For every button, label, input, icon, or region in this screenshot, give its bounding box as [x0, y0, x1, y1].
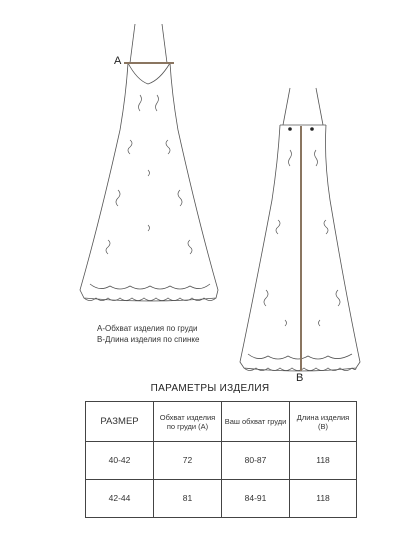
table-row: [86, 480, 357, 518]
cell-length: 118: [290, 442, 357, 480]
marker-a: A: [114, 55, 122, 67]
legend-line-b: B-Длина изделия по спинке: [97, 335, 200, 344]
cell-your-bust: 84-91: [222, 480, 290, 518]
table-row: [86, 442, 357, 480]
front-neckline: [128, 63, 170, 84]
cell-size: 42-44: [86, 480, 154, 518]
measurement-legend: [97, 323, 199, 345]
cell-length: 118: [290, 480, 357, 518]
table-header-row: [86, 402, 357, 442]
front-dress-drawing: [80, 24, 218, 301]
legend-line-a: A-Обхват изделия по груди: [97, 324, 198, 333]
front-right-strap: [162, 24, 167, 63]
front-lace-motifs: [106, 95, 192, 254]
front-silhouette: [80, 63, 218, 301]
header-your-bust: Ваш обхват груди: [222, 402, 290, 442]
header-size: РАЗМЕР: [86, 402, 154, 442]
marker-b: B: [296, 372, 304, 384]
back-point-right: [310, 127, 314, 131]
cell-size: 40-42: [86, 442, 154, 480]
cell-bust-garment: 81: [154, 480, 222, 518]
front-lace-band: [90, 284, 210, 289]
cell-your-bust: 80-87: [222, 442, 290, 480]
size-parameters-table: [85, 401, 357, 518]
header-length: Длина изделия (B): [290, 402, 357, 442]
header-bust-garment: Обхват изделия по груди (A): [154, 402, 222, 442]
table-title: ПАРАМЕТРЫ ИЗДЕЛИЯ: [150, 383, 270, 394]
front-left-strap: [130, 24, 135, 63]
back-left-strap: [283, 88, 290, 125]
cell-bust-garment: 72: [154, 442, 222, 480]
back-point-left: [288, 127, 292, 131]
back-right-strap: [316, 88, 323, 125]
